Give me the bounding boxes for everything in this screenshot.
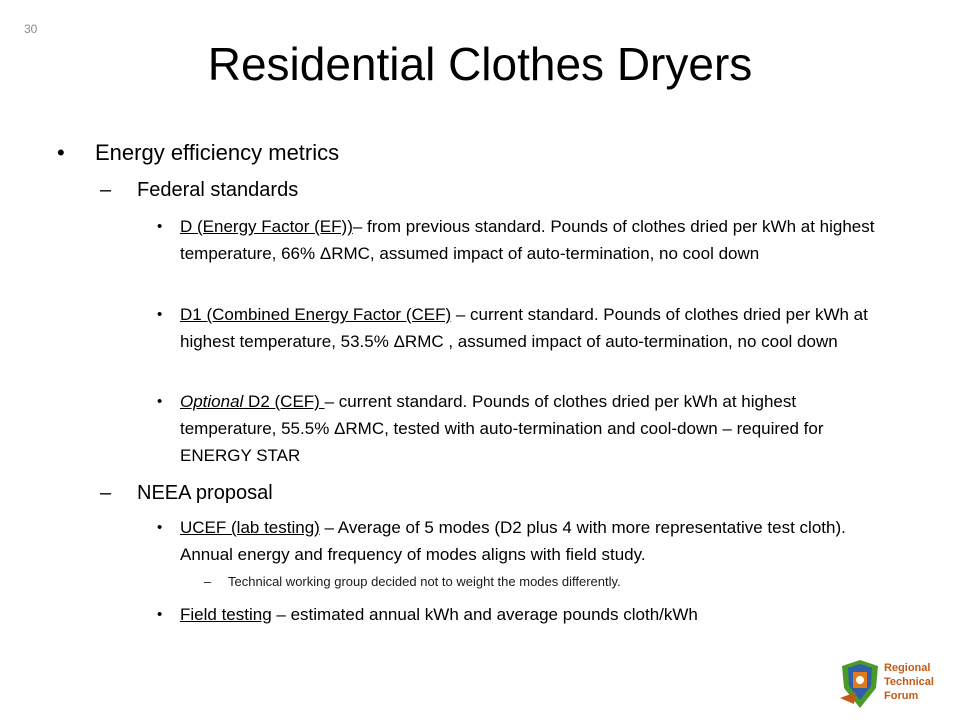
bullet-neea-ucef: [180, 514, 892, 568]
bullet-label: D (Energy Factor (EF)): [180, 217, 353, 236]
sub-heading-neea-proposal: – NEEA proposal: [137, 479, 273, 507]
optional-label: Optional: [180, 392, 244, 411]
bullet-label: D1 (Combined Energy Factor (CEF): [180, 305, 452, 324]
bullet-federal-d: [180, 213, 892, 267]
bullet-neea-field-testing: [180, 601, 892, 628]
logo-line-1: Regional: [884, 662, 931, 674]
bullet-text: – estimated annual kWh and average pounds cloth/kWh: [271, 605, 698, 624]
bullet-federal-d2: [180, 388, 892, 469]
bullet-label: [180, 392, 325, 411]
sub-note-working-group: – Technical working group decided not to weight the modes differently.: [228, 573, 621, 591]
regional-technical-forum-logo: [838, 658, 946, 714]
logo-text: [884, 661, 934, 703]
slide-number: 30: [24, 22, 38, 36]
bullet-text: – from previous standard. Pounds of clothes dried per kWh at highest temperature, 66% ΔRMC, assumed impact of auto-termination, no cool down: [180, 217, 875, 263]
bullet-federal-d1: [180, 301, 892, 355]
bullet-label: Field testing: [180, 605, 272, 624]
sub-heading-federal-standards: – Federal standards: [137, 176, 298, 204]
bullet-text: – Average of 5 modes (D2 plus 4 with more representative test cloth). Annual energy and frequency of modes aligns with field study.: [180, 518, 846, 564]
slide-title: Residential Clothes Dryers: [207, 38, 753, 90]
bullet-text: – current standard. Pounds of clothes dried per kWh at highest temperature, 55.5% ΔRMC, tested with auto-termination and cool-down – required for ENERGY STAR: [180, 392, 824, 465]
rtf-emblem-icon: [838, 658, 882, 710]
bullet-energy-efficiency-metrics: • Energy efficiency metrics: [95, 138, 339, 168]
bullet-text: – current standard. Pounds of clothes dried per kWh at highest temperature, 53.5% ΔRMC , assumed impact of auto-termination, no cool down: [180, 305, 868, 351]
logo-line-3: Forum: [884, 690, 919, 702]
d2-label: D2 (CEF): [243, 392, 325, 411]
bullet-label: UCEF (lab testing): [180, 518, 320, 537]
logo-line-2: Technical: [884, 676, 934, 688]
